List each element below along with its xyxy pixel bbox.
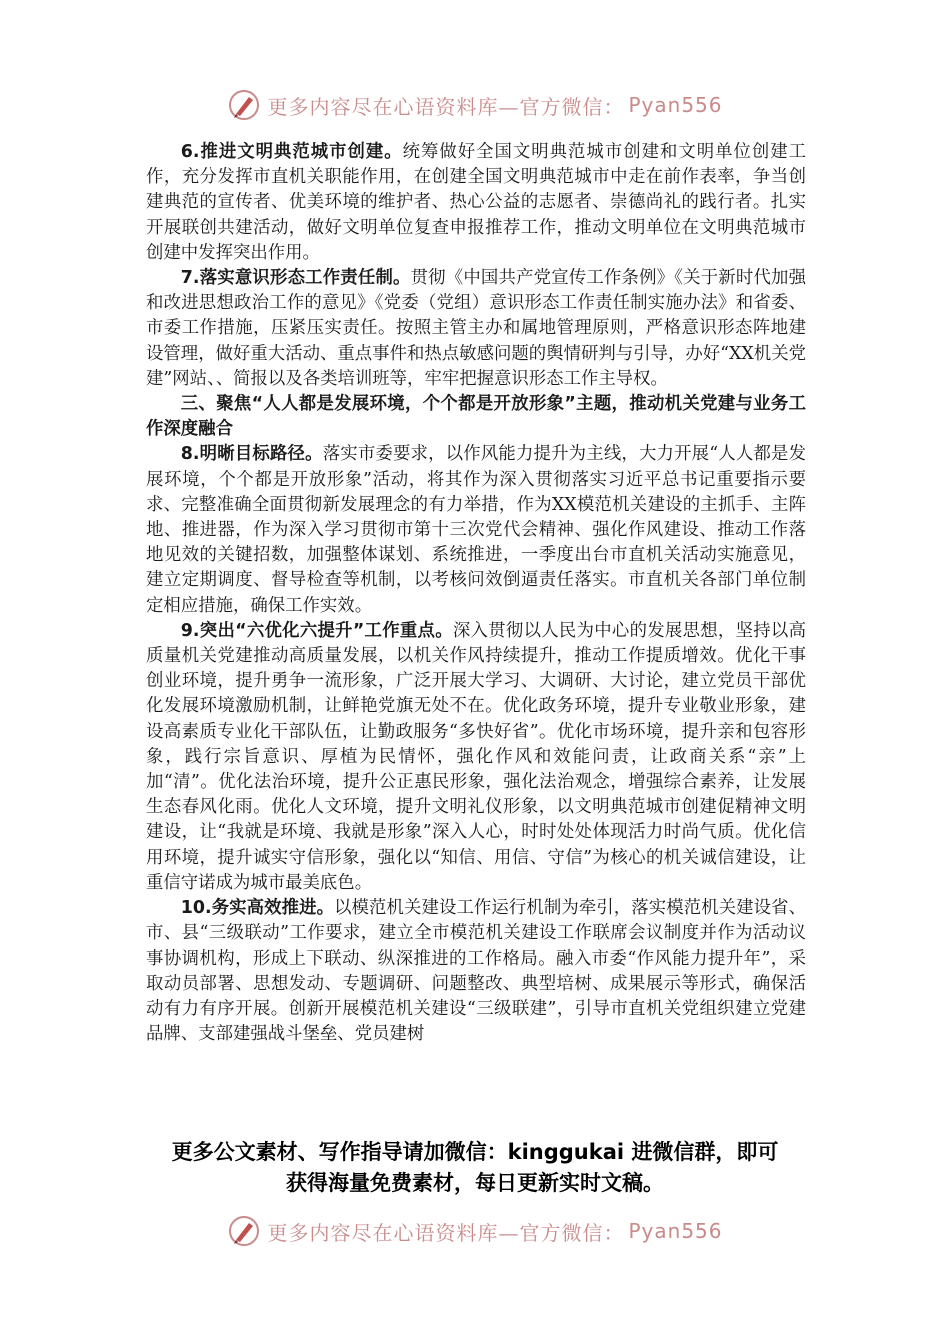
paragraph-6 — [146, 140, 806, 266]
watermark-text: 更多内容尽在心语资料库—官方微信： — [267, 94, 625, 119]
paragraph-heading: 8.明晰目标路径。 — [180, 444, 323, 465]
pen-quill-logo-icon — [227, 1214, 261, 1248]
paragraph-text: 深入贯彻以人民为中心的发展思想，坚持以高质量机关党建推动高质量发展，以机关作风持续提升，推动工作提质增效。优化干事创业环境，提升勇争一流形象，广泛开展大学习、大调研、大讨论，建立党员干部优化发展环境激励机制，让鲜艳党旗无处不在。优化政务环境，提升专业敬业形象，建设高素质专业化干部队伍，让勤政服务“多快好省”。优化市场环境，提升亲和包容形象，践行宗旨意识、厚植为民情怀，强化作风和效能问责，让政商关系“亲”上加“清”。优化法治环境，提升公正惠民形象，强化法治观念，增强综合素养，让发展生态春风化雨。优化人文环境，提升文明礼仪形象，以文明典范城市创建促精神文明建设，让“我就是环境、我就是形象”深入人心，时时处处体现活力时尚气质。优化信用环境，提升诚实守信形象，强化以“知信、用信、守信”为核心的机关诚信建设，让重信守诺成为城市最美底色。 — [146, 620, 806, 893]
paragraph-heading: 7.落实意识形态工作责任制。 — [180, 268, 411, 289]
section-heading-3: 三、聚焦“人人都是发展环境，个个都是开放形象”主题，推动机关党建与业务工作深度融合 — [146, 394, 806, 440]
watermark-header — [0, 80, 950, 130]
watermark-footer — [0, 1206, 950, 1256]
paragraph-text: 贯彻《中国共产党宣传工作条例》《关于新时代加强和改进思想政治工作的意见》《党委（党组）意识形态工作责任制实施办法》和省委、市委工作措施，压紧压实责任。按照主管主办和属地管理原则，严格意识形态阵地建设管理，做好重大活动、重点事件和热点敏感问题的舆情研判与引导，办好“XX机关党建”网站、、简报以及各类培训班等，牢牢把握意识形态工作主导权。 — [146, 268, 806, 389]
paragraph-heading: 10.务实高效推进。 — [180, 898, 335, 919]
document-body — [146, 140, 806, 1047]
paragraph-text: 落实市委要求，以作风能力提升为主线，大力开展“人人都是发展环境，个个都是开放形象”活动，将其作为深入贯彻落实习近平总书记重要指示要求、完整准确全面贯彻新发展理念的有力举措，作为XX模范机关建设的主抓手、主阵地、推进器，作为深入学习贯彻市第十三次党代会精神、强化作风建设、推动工作落地见效的关键招数，加强整体谋划、系统推进，一季度出台市直机关活动实施意见，建立定期调度、督导检查等机制，以考核问效倒逼责任落实。市直机关各部门单位制定相应措施，确保工作实效。 — [146, 444, 806, 616]
promo-line-1: 更多公文素材、写作指导请加微信：kinggukai 进微信群，即可 — [171, 1140, 779, 1164]
promo-line-2: 获得海量免费素材，每日更新实时文稿。 — [286, 1171, 664, 1195]
paragraph-text: 统筹做好全国文明典范城市创建和文明单位创建工作，充分发挥市直机关职能作用，在创建全国文明典范城市中走在前作表率，争当创建典范的宣传者、优美环境的维护者、热心公益的志愿者、崇德尚礼的践行者。扎实开展联创共建活动，做好文明单位复查申报推荐工作，推动文明单位在文明典范城市创建中发挥突出作用。 — [146, 142, 806, 263]
promo-notice — [120, 1137, 830, 1199]
paragraph-7 — [146, 266, 806, 392]
watermark-text: 更多内容尽在心语资料库—官方微信： — [267, 1220, 625, 1245]
paragraph-heading: 6.推进文明典范城市创建。 — [180, 142, 403, 162]
paragraph-10 — [146, 896, 806, 1047]
watermark-wechat-id: Pyan556 — [628, 93, 723, 117]
paragraph-8 — [146, 442, 806, 618]
paragraph-9 — [146, 619, 806, 896]
paragraph-heading: 9.突出“六优化六提升”工作重点。 — [180, 620, 453, 641]
pen-quill-logo-icon — [227, 88, 261, 122]
paragraph-text: 以模范机关建设工作运行机制为牵引，落实模范机关建设省、市、县“三级联动”工作要求，建立全市模范机关建设工作联席会议制度并作为活动议事协调机构，形成上下联动、纵深推进的工作格局。融入市委“作风能力提升年”，采取动员部署、思想发动、专题调研、问题整改、典型培树、成果展示等形式，确保活动有力有序开展。创新开展模范机关建设“三级联建”，引导市直机关党组织建立党建品牌、支部建强战斗堡垒、党员建树 — [146, 898, 806, 1045]
watermark-wechat-id: Pyan556 — [628, 1219, 723, 1243]
